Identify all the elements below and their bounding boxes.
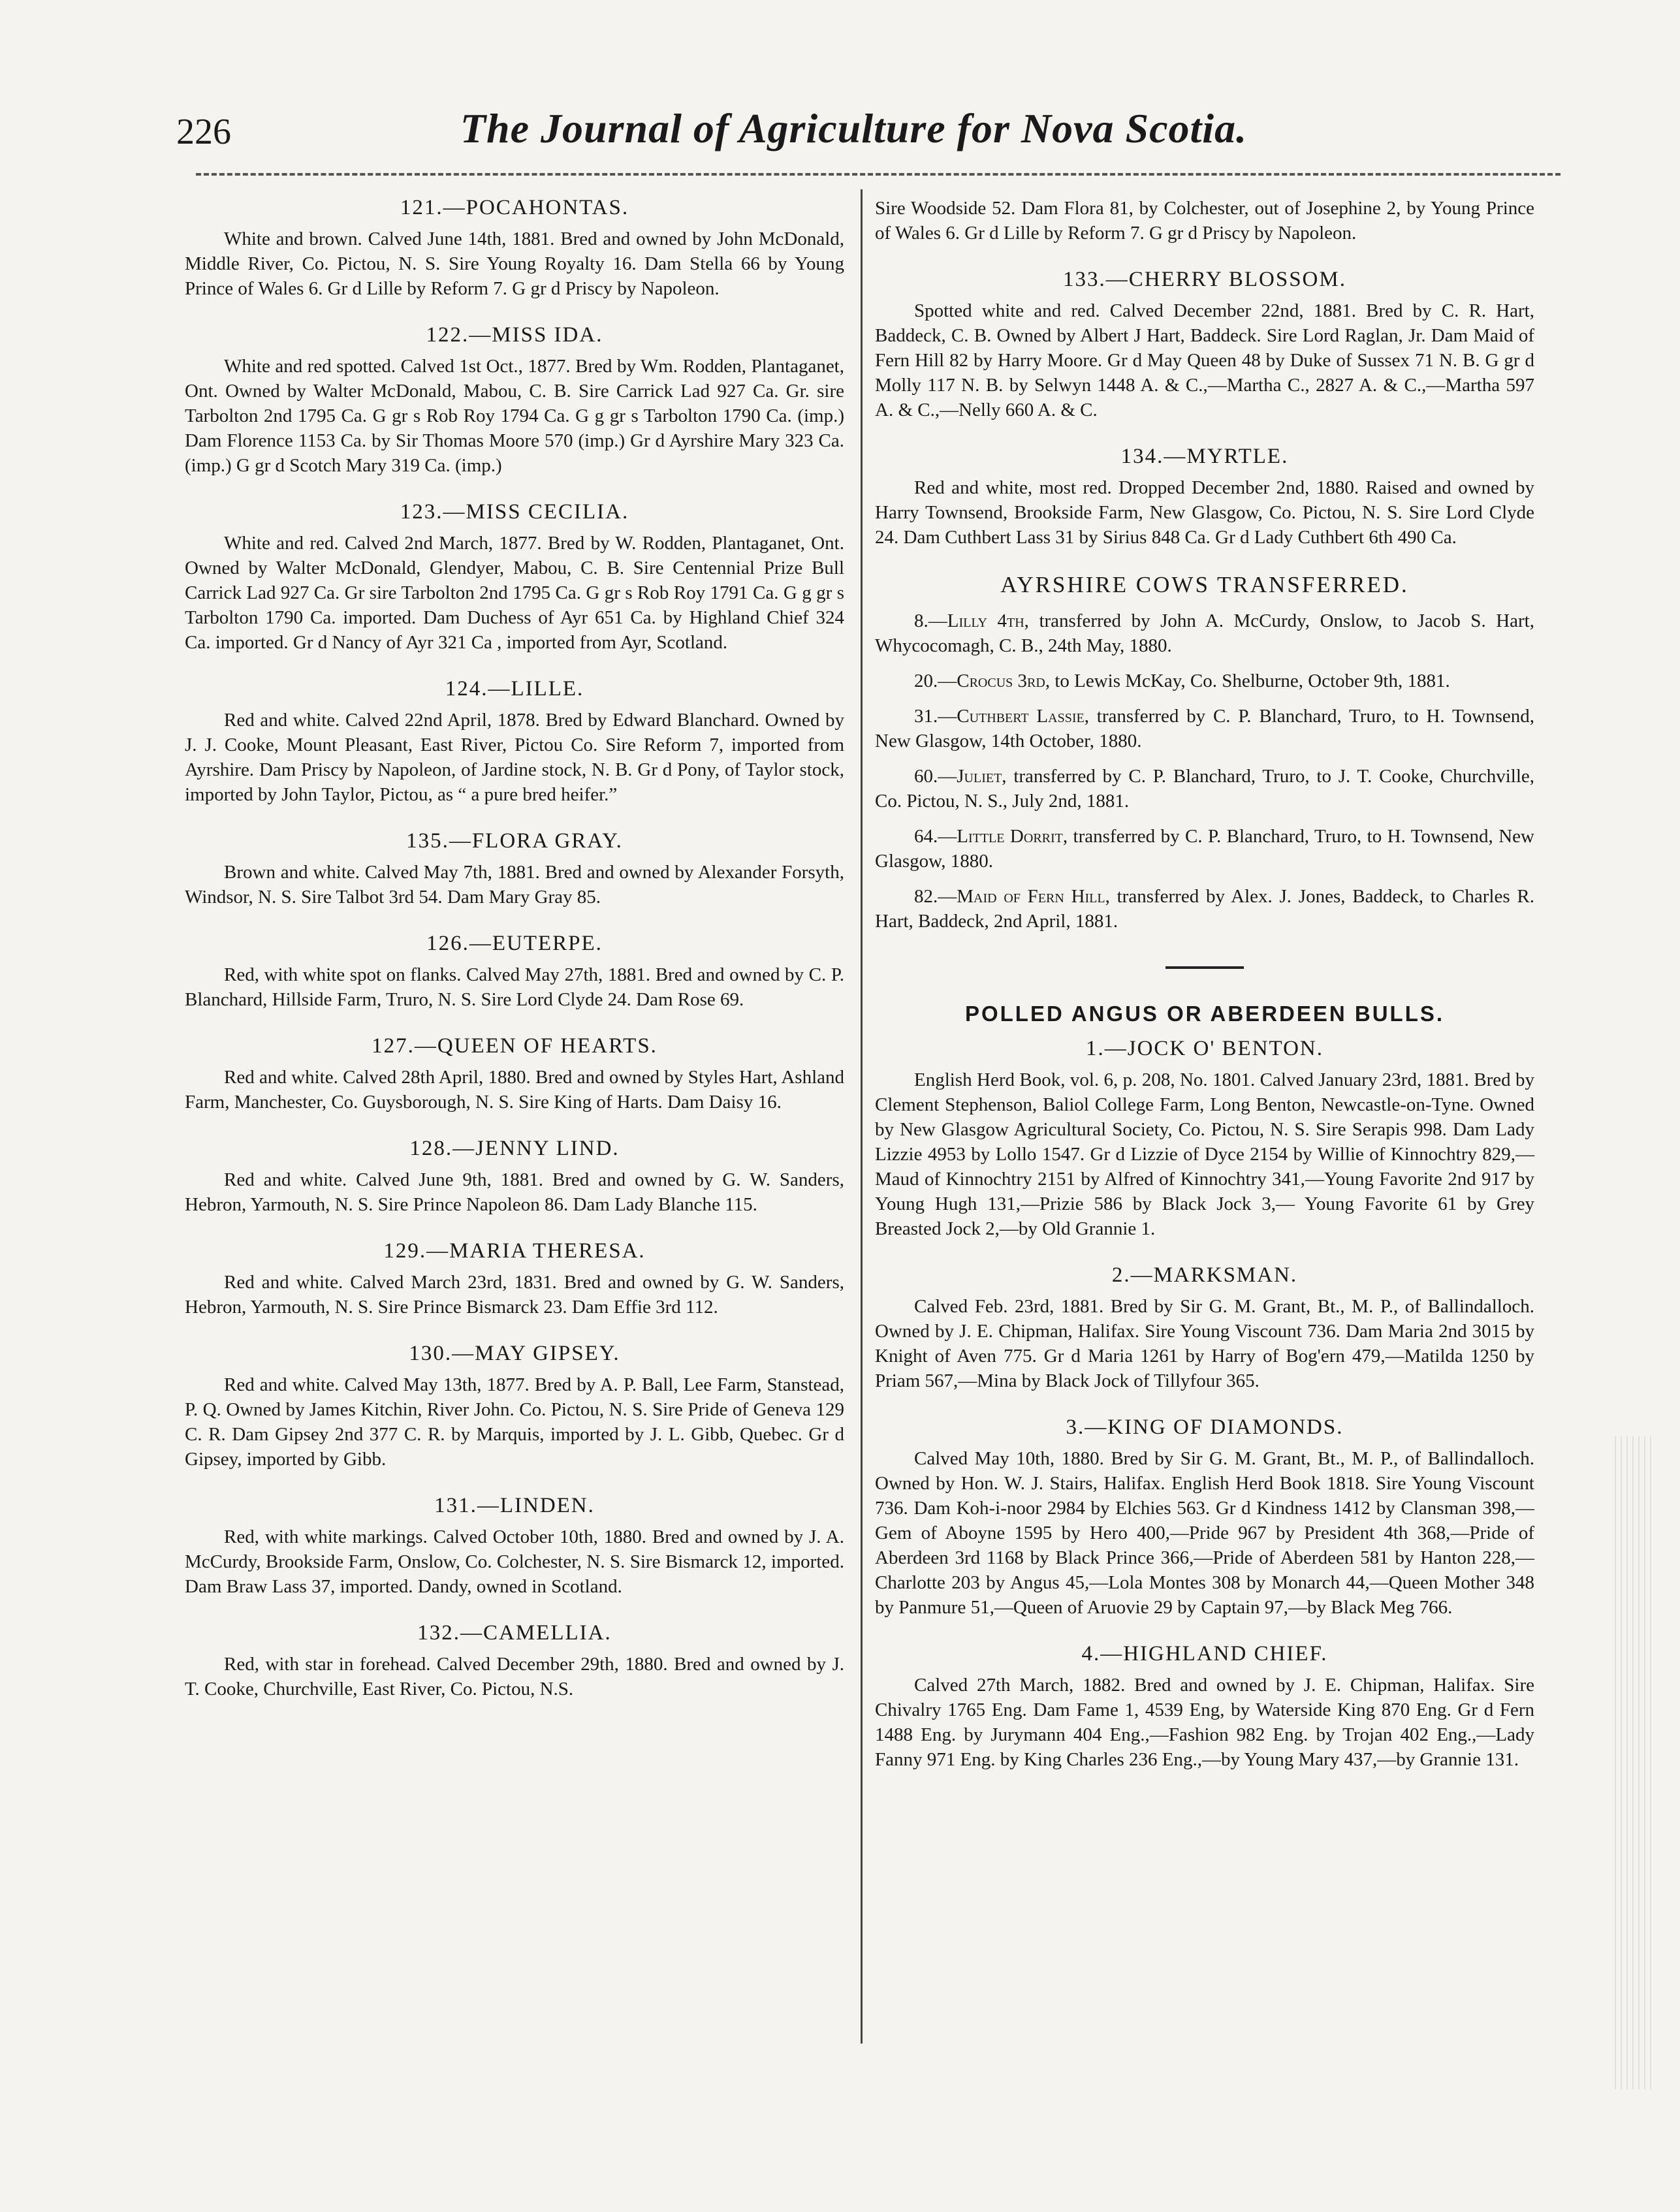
transfer-text: transferred by C. P. Blanchard, Truro, to H. Townsend, New Glasgow, 1880. [875,826,1534,872]
entry-title: 134.—MYRTLE. [1120,445,1289,468]
entry-title: 135.—FLORA GRAY. [406,829,623,853]
bull-entry [875,1415,1534,1620]
entry-title: 132.—CAMELLIA. [417,1621,612,1645]
column-divider [861,189,863,2044]
entry-title: 129.—MARIA THERESA. [383,1239,646,1263]
transfer-item [875,608,1534,658]
transfer-cow-name: Cuthbert Lassie, [957,706,1089,727]
transfer-item [875,669,1534,693]
page-number: 226 [176,112,231,152]
right-entries [875,268,1534,550]
journal-title: The Journal of Agriculture for Nova Scotia. [460,105,1248,151]
entry-text: Red and white. Calved June 9th, 1881. Bred and owned by G. W. Sanders, Hebron, Yarmouth, N. S. Sire Prince Napoleon 86. Dam Lady Blanche 115. [185,1169,844,1215]
bull-entry [875,1642,1534,1772]
cow-entry [185,1137,844,1217]
entry-text: Brown and white. Calved May 7th, 1881. Bred and owned by Alexander Forsyth, Windsor, N. S. Sire Talbot 3rd 54. Dam Mary Gray 85. [185,862,844,908]
cow-entry [875,268,1534,422]
entry-text: Red, with star in forehead. Calved December 29th, 1880. Bred and owned by J. T. Cooke, Churchville, East River, Co. Pictou, N.S. [185,1654,844,1699]
entry-title: 123.—MISS CECILIA. [400,500,629,524]
entry-text: Red, with white markings. Calved October 10th, 1880. Bred and owned by J. A. McCurdy, Brookside Farm, Onslow, Co. Colchester, N. S. Sire Bismarck 12, imported. Dam Braw Lass 37, imported. Dandy, owned in Scotland. [185,1526,844,1597]
bulls-heading: POLLED ANGUS OR ABERDEEN BULLS. [964,1002,1445,1026]
entry-text: Red and white. Calved 22nd April, 1878. Bred by Edward Blanchard. Owned by J. J. Cooke, Mount Pleasant, East River, Pictou Co. Sire Reform 7, imported from Ayrshire. Dam Priscy by Napoleon, of Jardine stock, N. B. Gr d Pony, of Taylor stock, imported by John Taylor, Pictou, as “ a pure bred heifer.” [185,710,844,805]
transfers-heading: AYRSHIRE COWS TRANSFERRED. [1000,572,1409,597]
transfers-list [875,608,1534,934]
entry-title: 127.—QUEEN OF HEARTS. [372,1034,658,1058]
cow-entry [185,196,844,301]
transfer-item [875,824,1534,874]
entry-title: 124.—LILLE. [445,677,584,701]
transfer-item [875,764,1534,814]
left-column [185,196,844,1724]
transfer-cow-name: Crocus 3rd, [957,671,1051,691]
transfer-number: 64.— [914,826,957,847]
entry-title: 131.—LINDEN. [434,1494,595,1517]
cow-entry [185,323,844,478]
entry-text: Red and white. Calved 28th April, 1880. Bred and owned by Styles Hart, Ashland Farm, Manchester, Co. Guysborough, N. S. Sire King of Harts. Dam Daisy 16. [185,1067,844,1113]
cow-entry [185,1034,844,1114]
transfer-item [875,884,1534,934]
continued-text: Sire Woodside 52. Dam Flora 81, by Colchester, out of Josephine 2, by Young Prince of Wales 6. Gr d Lille by Reform 7. G gr d Priscy by Napoleon. [875,198,1534,244]
transfer-text: to Lewis McKay, Co. Shelburne, October 9th, 1881. [1050,671,1450,691]
right-column [875,196,1534,1794]
header-rule [196,173,1561,176]
cow-entry [185,1494,844,1599]
entry-title: 128.—JENNY LIND. [409,1137,620,1160]
transfer-number: 31.— [914,706,957,727]
transfer-number: 82.— [914,886,957,907]
cow-entry [185,932,844,1012]
entry-title: 133.—CHERRY BLOSSOM. [1063,268,1346,291]
entry-title: 3.—KING OF DIAMONDS. [1066,1415,1344,1439]
scan-edge-artifact [1615,1436,1654,2089]
transfer-text: transferred by Alex. J. Jones, Baddeck, to Charles R. Hart, Baddeck, 2nd April, 1881. [875,886,1534,932]
cow-entry [185,1621,844,1701]
entry-text: English Herd Book, vol. 6, p. 208, No. 1801. Calved January 23rd, 1881. Bred by Clement Stephenson, Baliol College Farm, Long Benton, Newcastle-on-Tyne. Owned by New Glasgow Agricultural Society, Co. Pictou, N. S. Sire Serapis 998. Dam Lady Lizzie 4953 by Lollo 1547. Gr d Lizzie of Dyce 2154 by Willie of Kinnochtry 829,—Maud of Kinnochtry 2151 by Alfred of Kinnochtry 341,—Young Favorite 2nd 917 by Young Hugh 131,—Prizie 586 by Black Jock 3,— Young Favorite 61 by Grey Breasted Jock 2,—by Old Grannie 1. [875,1069,1534,1239]
entry-title: 126.—EUTERPE. [426,932,603,955]
transfer-cow-name: Little Dorrit, [957,826,1068,847]
transfer-number: 20.— [914,671,957,691]
transfer-cow-name: Juliet, [957,766,1007,787]
section-divider [1165,966,1244,969]
entry-title: 121.—POCAHONTAS. [400,196,629,219]
transfer-item [875,704,1534,753]
transfer-number: 8.— [914,610,947,631]
entry-text: Red and white. Calved May 13th, 1877. Bred by A. P. Ball, Lee Farm, Stanstead, P. Q. Owned by James Kitchin, River John. Co. Pictou, N. S. Sire Pride of Geneva 129 C. R. Dam Gipsey 2nd 377 C. R. by Marquis, imported by J. L. Gibb, Quebec. Gr d Gipsey, imported by Gibb. [185,1374,844,1470]
cow-entry [185,829,844,909]
transfer-text: transferred by John A. McCurdy, Onslow, to Jacob S. Hart, Whycocomagh, C. B., 24th May, 1880. [875,610,1534,656]
page-header [176,104,1531,176]
transfer-text: transferred by C. P. Blanchard, Truro, to H. Townsend, New Glasgow, 14th October, 1880. [875,706,1534,751]
cow-entry [185,500,844,655]
entry-title: 2.—MARKSMAN. [1111,1263,1298,1287]
entry-text: Calved May 10th, 1880. Bred by Sir G. M. Grant, Bt., M. P., of Ballindalloch. Owned by Hon. W. J. Stairs, Halifax. English Herd Book 1818. Sire Young Viscount 736. Dam Koh-i-noor 2984 by Elchies 563. Gr d Kindness 1412 by Clansman 398,—Gem of Aboyne 1595 by Hero 400,—Pride 967 by President 4th 368,—Pride of Aberdeen 3rd 1168 by Black Prince 366,—Pride of Aberdeen 581 by Hanton 228,—Charlotte 203 by Angus 45,—Lola Montes 308 by Monarch 44,—Queen Mother 348 by Panmure 51,—Queen of Aruovie 29 by Captain 97,—by Black Meg 766. [875,1448,1534,1618]
entry-text: Spotted white and red. Calved December 22nd, 1881. Bred by C. R. Hart, Baddeck, C. B. Owned by Albert J Hart, Baddeck. Sire Lord Raglan, Jr. Dam Maid of Fern Hill 82 by Harry Moore. Gr d May Queen 48 by Duke of Sussex 71 N. B. G gr d Molly 117 N. B. by Selwyn 1448 A. & C.,—Martha C., 2827 A. & C.,—Martha 597 A. & C.,—Nelly 660 A. & C. [875,300,1534,420]
entry-text: White and red. Calved 2nd March, 1877. Bred by W. Rodden, Plantaganet, Ont. Owned by Walter McDonald, Glendyer, Mabou, C. B. Sire Centennial Prize Bull Carrick Lad 927 Ca. Gr sire Tarbolton 2nd 1795 Ca. G gr s Rob Roy 1791 Ca. G g gr s Tarbolton 1790 Ca. imported. Dam Duchess of Ayr 651 Ca. by Highland Chief 324 Ca. imported. Gr d Nancy of Ayr 321 Ca , imported from Ayr, Scotland. [185,533,844,653]
bull-entry [875,1263,1534,1393]
entry-text: Calved 27th March, 1882. Bred and owned by J. E. Chipman, Halifax. Sire Chivalry 1765 Eng. Dam Fame 1, 4539 Eng, by Waterside King 870 Eng. Gr d Fern 1488 Eng. by Jurymann 404 Eng.,—Fashion 982 Eng. by Trojan 402 Eng.,—Lady Fanny 971 Eng. by King Charles 236 Eng.,—by Young Mary 437,—by Grannie 131. [875,1675,1534,1770]
entry-text: White and red spotted. Calved 1st Oct., 1877. Bred by Wm. Rodden, Plantaganet, Ont. Owned by Walter McDonald, Mabou, C. B. Sire Carrick Lad 927 Ca. Gr. sire Tarbolton 2nd 1795 Ca. G gr s Rob Roy 1794 Ca. G g gr s Tarbolton 1790 Ca. (imp.) Dam Florence 1153 Ca. by Sir Thomas Moore 570 (imp.) Gr d Ayrshire Mary 323 Ca. (imp.) G gr d Scotch Mary 319 Ca. (imp.) [185,356,844,476]
transfer-text: transferred by C. P. Blanchard, Truro, to J. T. Cooke, Churchville, Co. Pictou, N. S., July 2nd, 1881. [875,766,1534,812]
transfer-cow-name: Lilly 4th, [947,610,1029,631]
entry-title: 4.—HIGHLAND CHIEF. [1081,1642,1328,1666]
bulls-list [875,1037,1534,1772]
entry-title: 122.—MISS IDA. [426,323,603,347]
entry-title: 130.—MAY GIPSEY. [409,1342,620,1365]
cow-entry [185,1342,844,1472]
entry-text: White and brown. Calved June 14th, 1881. Bred and owned by John McDonald, Middle River, Co. Pictou, N. S. Sire Young Royalty 16. Dam Stella 66 by Young Prince of Wales 6. Gr d Lille by Reform 7. G gr d Priscy by Napoleon. [185,229,844,299]
entry-title: 1.—JOCK O' BENTON. [1085,1037,1324,1060]
cow-entry [185,1239,844,1319]
transfer-cow-name: Maid of Fern Hill, [957,886,1110,907]
cow-entry [875,445,1534,550]
cow-entry [185,677,844,807]
entry-text: Red, with white spot on flanks. Calved May 27th, 1881. Bred and owned by C. P. Blanchard, Hillside Farm, Truro, N. S. Sire Lord Clyde 24. Dam Rose 69. [185,964,844,1010]
entry-text: Red and white, most red. Dropped December 2nd, 1880. Raised and owned by Harry Townsend, Brookside Farm, New Glasgow, Co. Pictou, N. S. Sire Lord Clyde 24. Dam Cuthbert Lass 31 by Sirius 848 Ca. Gr d Lady Cuthbert 6th 490 Ca. [875,477,1534,548]
entry-text: Calved Feb. 23rd, 1881. Bred by Sir G. M. Grant, Bt., M. P., of Ballindalloch. Owned by J. E. Chipman, Halifax. Sire Young Viscount 736. Dam Maria 2nd 3015 by Knight of Aven 775. Gr d Maria 1261 by Harry of Bog'ern 479,—Matilda 1250 by Priam 567,—Mina by Black Jock of Tillyfour 365. [875,1296,1534,1391]
bull-entry [875,1037,1534,1241]
transfer-number: 60.— [914,766,957,787]
entry-text: Red and white. Calved March 23rd, 1831. Bred and owned by G. W. Sanders, Hebron, Yarmouth, N. S. Sire Prince Bismarck 23. Dam Effie 3rd 112. [185,1272,844,1318]
